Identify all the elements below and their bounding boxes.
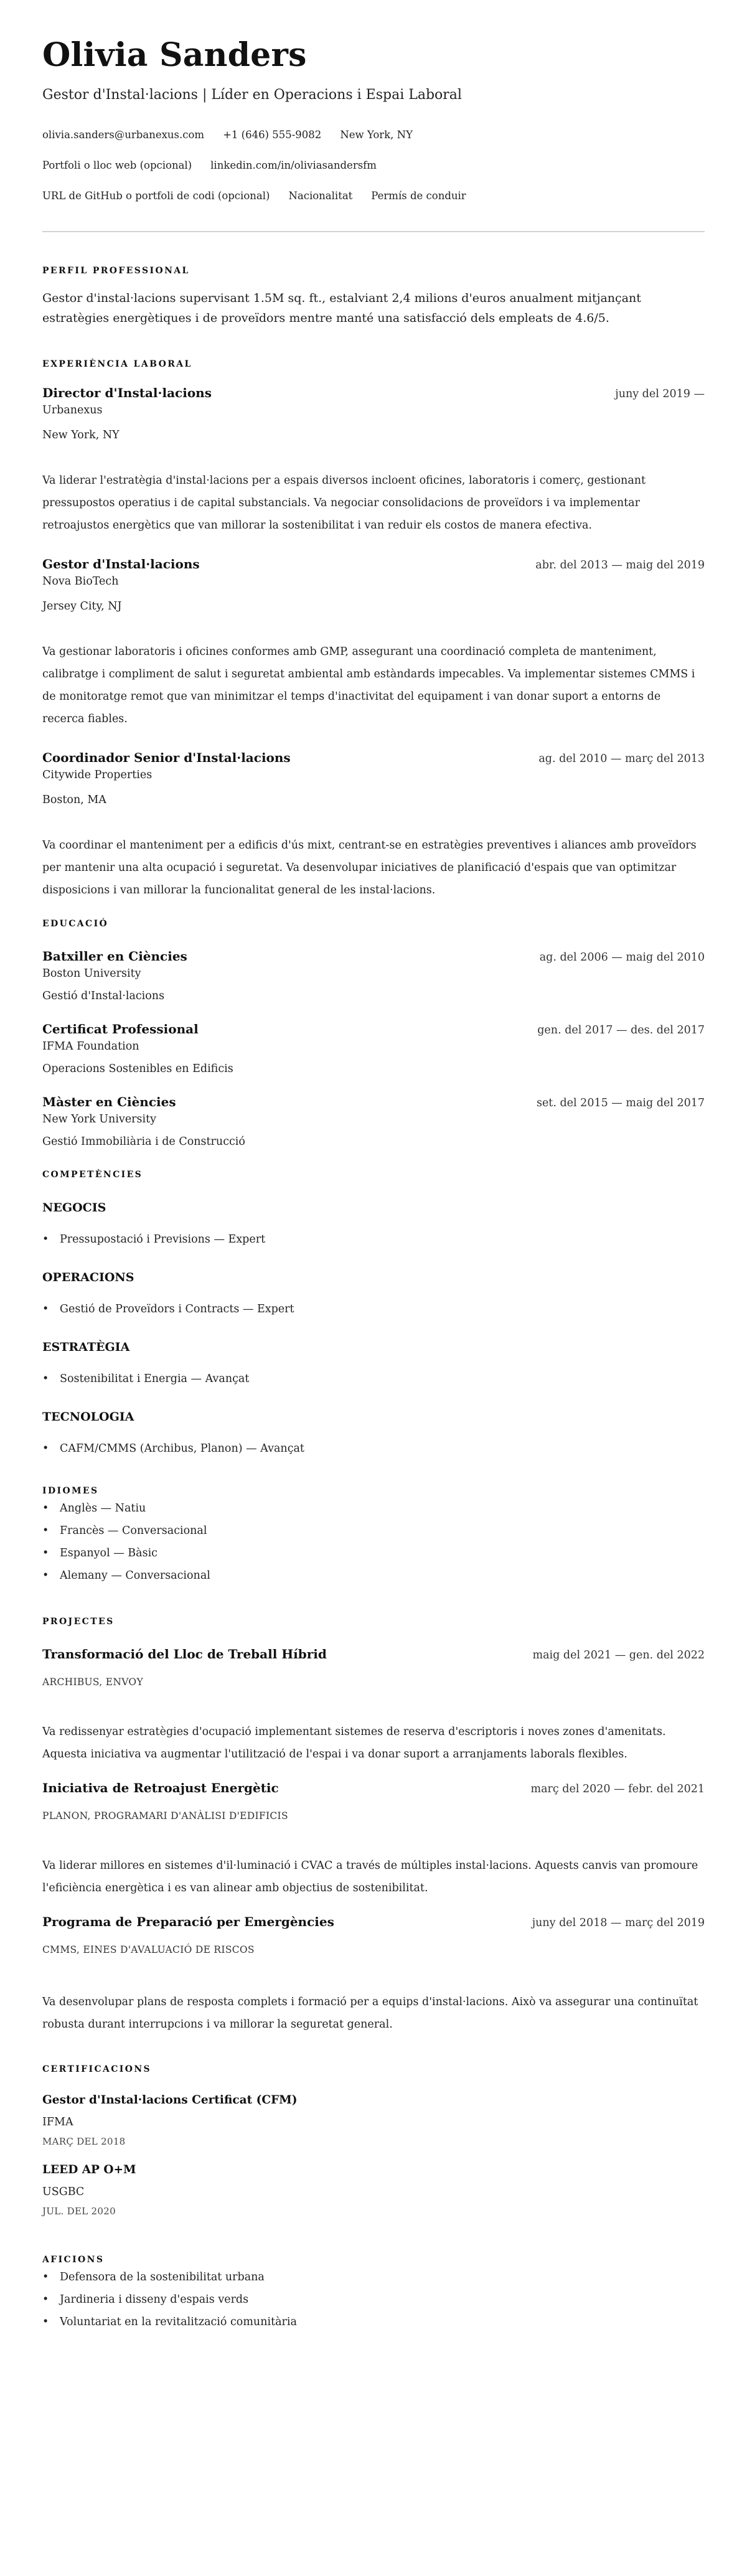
project-item-head — [42, 1779, 705, 1797]
contact-nationality: Nacionalitat — [288, 190, 353, 202]
candidate-headline: Gestor d'Instal·lacions | Líder en Operacions i Espai Laboral — [42, 87, 462, 103]
contact-row-primary — [42, 120, 705, 150]
experience-item — [42, 555, 705, 730]
education-degree: Batxiller en Ciències — [42, 949, 187, 964]
skill-item: • CAFM/CMMS (Archibus, Planon) — Avançat — [42, 1437, 705, 1460]
project-description: Va liderar millores en sistemes d'il·luminació i CVAC a través de múltiples instal·lacions. Aquests canvis van promoure l'eficiència energètica i es van alinear amb objectius de sostenibilitat. — [42, 1859, 698, 1894]
section-languages — [42, 1485, 705, 1587]
certification-date: MARÇ DEL 2018 — [42, 2136, 126, 2147]
candidate-name: Olivia Sanders — [42, 36, 307, 74]
skill-group-title: OPERACIONS — [42, 1271, 134, 1284]
job-dates: juny del 2019 — — [615, 388, 705, 400]
education-field: Gestió Immobiliària i de Construcció — [42, 1135, 245, 1148]
skill-group-title: NEGOCIS — [42, 1201, 106, 1215]
project-title: Transformació del Lloc de Treball Híbrid — [42, 1647, 327, 1662]
language-item: • Alemany — Conversacional — [42, 1564, 705, 1587]
certification-item — [42, 2092, 705, 2149]
project-description: Va redissenyar estratègies d'ocupació implementant sistemes de reserva d'escriptoris i noves zones d'amenitats. Aquesta iniciativa va augmentar l'utilització de l'espai i va donar suport a arranjaments laborals flexibles. — [42, 1726, 666, 1760]
experience-item-head — [42, 384, 705, 402]
certification-item — [42, 2161, 705, 2219]
education-dates: gen. del 2017 — des. del 2017 — [537, 1024, 705, 1037]
project-technologies: PLANON, PROGRAMARI D'ANÀLISI D'EDIFICIS — [42, 1810, 288, 1822]
project-item — [42, 1913, 705, 2036]
contact-github[interactable]: URL de GitHub o portfoli de codi (opcional) — [42, 190, 270, 202]
contact-portfolio[interactable]: Portfoli o lloc web (opcional) — [42, 159, 192, 171]
project-technologies: ARCHIBUS, ENVOY — [42, 1676, 143, 1688]
skill-list — [42, 1437, 705, 1460]
job-company: Urbanexus — [42, 404, 103, 416]
section-certifications — [42, 2063, 705, 2219]
skill-group-title: ESTRATÈGIA — [42, 1340, 130, 1354]
project-dates: juny del 2018 — març del 2019 — [532, 1917, 705, 1929]
job-dates: ag. del 2010 — març del 2013 — [538, 753, 705, 765]
section-experience — [42, 358, 705, 901]
job-company: Nova BioTech — [42, 575, 119, 588]
skill-item: • Pressupostació i Previsions — Expert — [42, 1228, 705, 1251]
project-item — [42, 1779, 705, 1899]
section-title-experience: EXPERIÈNCIA LABORAL — [42, 359, 192, 369]
education-item — [42, 1093, 705, 1150]
skill-list — [42, 1228, 705, 1251]
section-title-projects: PROJECTES — [42, 1617, 115, 1627]
section-title-languages: IDIOMES — [42, 1486, 99, 1496]
project-title: Iniciativa de Retroajust Energètic — [42, 1780, 279, 1795]
section-title-skills: COMPETÈNCIES — [42, 1170, 143, 1180]
skill-group — [42, 1200, 705, 1251]
experience-item-head — [42, 555, 705, 573]
hobby-list — [42, 2266, 705, 2333]
hobby-item: • Jardineria i disseny d'espais verds — [42, 2288, 705, 2311]
skill-group — [42, 1269, 705, 1320]
education-school: IFMA Foundation — [42, 1040, 139, 1053]
education-school: New York University — [42, 1113, 157, 1126]
section-hobbies — [42, 2254, 705, 2333]
job-location: Boston, MA — [42, 794, 106, 806]
contact-driving-license: Permís de conduir — [371, 190, 466, 202]
resume-header — [42, 35, 705, 211]
education-item — [42, 947, 705, 1004]
skill-item: • Sostenibilitat i Energia — Avançat — [42, 1368, 705, 1390]
job-description: Va liderar l'estratègia d'instal·lacions per a espais diversos incloent oficines, laboratoris i comerç, gestionant pressupostos operatius i de capital substancials. Va negociar consolidacions de proveïdors i va implementar retroajustos energètics que van millorar la sostenibilitat i van reduir els costos de manera efectiva. — [42, 474, 646, 532]
job-location: Jersey City, NJ — [42, 600, 122, 613]
section-title-education: EDUCACIÓ — [42, 919, 109, 929]
skill-group-title: TECNOLOGIA — [42, 1410, 134, 1424]
contact-phone[interactable]: +1 (646) 555-9082 — [223, 129, 322, 141]
project-dates: març del 2020 — febr. del 2021 — [530, 1783, 705, 1795]
education-field: Operacions Sostenibles en Edificis — [42, 1063, 233, 1075]
section-title-hobbies: AFICIONS — [42, 2255, 105, 2265]
job-company: Citywide Properties — [42, 769, 153, 781]
skill-group — [42, 1409, 705, 1460]
job-description: Va coordinar el manteniment per a edificis d'ús mixt, centrant-se en estratègies preventives i aliances amb proveïdors per mantenir una alta ocupació i seguretat. Va desenvolupar iniciatives de planificació d'espais que van optimitzar disposicions i van millorar la funcionalitat general de les instal·lacions. — [42, 839, 697, 896]
section-education — [42, 918, 705, 1150]
project-item-head — [42, 1913, 705, 1931]
education-school: Boston University — [42, 967, 141, 980]
language-item: • Anglès — Natiu — [42, 1497, 705, 1520]
project-title: Programa de Preparació per Emergències — [42, 1914, 334, 1929]
education-dates: set. del 2015 — maig del 2017 — [536, 1097, 705, 1109]
job-location: New York, NY — [42, 429, 120, 441]
education-item-head — [42, 947, 705, 966]
project-description: Va desenvolupar plans de resposta complets i formació per a equips d'instal·lacions. Això va assegurar una continuïtat robusta durant interrupcions i va millorar la seguretat general. — [42, 1996, 698, 2031]
education-degree: Certificat Professional — [42, 1022, 199, 1037]
skill-group — [42, 1339, 705, 1390]
project-dates: maig del 2021 — gen. del 2022 — [532, 1649, 705, 1662]
section-profile — [42, 265, 705, 328]
education-field: Gestió d'Instal·lacions — [42, 990, 165, 1002]
project-item-head — [42, 1645, 705, 1663]
skill-list — [42, 1368, 705, 1390]
contact-row-extra — [42, 181, 705, 211]
hobby-item: • Voluntariat en la revitalització comunitària — [42, 2311, 705, 2333]
certification-name: Gestor d'Instal·lacions Certificat (CFM) — [42, 2094, 298, 2107]
section-projects — [42, 1615, 705, 2036]
experience-item-head — [42, 749, 705, 767]
contact-row-links — [42, 150, 705, 181]
hobby-item: • Defensora de la sostenibilitat urbana — [42, 2266, 705, 2288]
profile-summary: Gestor d'instal·lacions supervisant 1.5M sq. ft., estalviant 2,4 milions d'euros anualment mitjançant estratègies energètiques i de proveïdors mentre manté una satisfacció dels empleats de 4.6/5. — [42, 291, 641, 325]
education-degree: Màster en Ciències — [42, 1094, 176, 1109]
contact-location: New York, NY — [340, 129, 413, 141]
education-item-head — [42, 1093, 705, 1111]
certification-issuer: USGBC — [42, 2186, 85, 2198]
section-skills — [42, 1168, 705, 1460]
certification-date: JUL. DEL 2020 — [42, 2206, 116, 2217]
job-title: Gestor d'Instal·lacions — [42, 557, 200, 571]
experience-item — [42, 749, 705, 901]
education-dates: ag. del 2006 — maig del 2010 — [539, 951, 705, 964]
job-title: Director d'Instal·lacions — [42, 385, 212, 400]
education-item — [42, 1020, 705, 1077]
language-item: • Francès — Conversacional — [42, 1520, 705, 1542]
job-description: Va gestionar laboratoris i oficines conformes amb GMP, assegurant una coordinació completa de manteniment, calibratge i compliment de salut i seguretat ambiental amb estàndards impecables. Va implementar sistemes CMMS i de monitoratge remot que van minimitzar el temps d'inactivitat del equipament i van donar suport a entorns de recerca fiables. — [42, 646, 695, 725]
skill-list — [42, 1298, 705, 1320]
certification-name: LEED AP O+M — [42, 2163, 136, 2176]
language-item: • Espanyol — Bàsic — [42, 1542, 705, 1564]
job-title: Coordinador Senior d'Instal·lacions — [42, 750, 291, 765]
language-list — [42, 1497, 705, 1587]
header-divider — [42, 231, 705, 232]
contact-email[interactable]: olivia.sanders@urbanexus.com — [42, 129, 205, 141]
certification-issuer: IFMA — [42, 2116, 73, 2128]
project-technologies: CMMS, EINES D'AVALUACIÓ DE RISCOS — [42, 1944, 255, 1955]
skill-item: • Gestió de Proveïdors i Contracts — Expert — [42, 1298, 705, 1320]
job-dates: abr. del 2013 — maig del 2019 — [535, 559, 705, 571]
contact-linkedin[interactable]: linkedin.com/in/oliviasandersfm — [210, 159, 377, 171]
section-title-certifications: CERTIFICACIONS — [42, 2064, 152, 2074]
project-item — [42, 1645, 705, 1765]
experience-item — [42, 384, 705, 537]
section-title-profile: PERFIL PROFESSIONAL — [42, 266, 190, 276]
education-item-head — [42, 1020, 705, 1038]
